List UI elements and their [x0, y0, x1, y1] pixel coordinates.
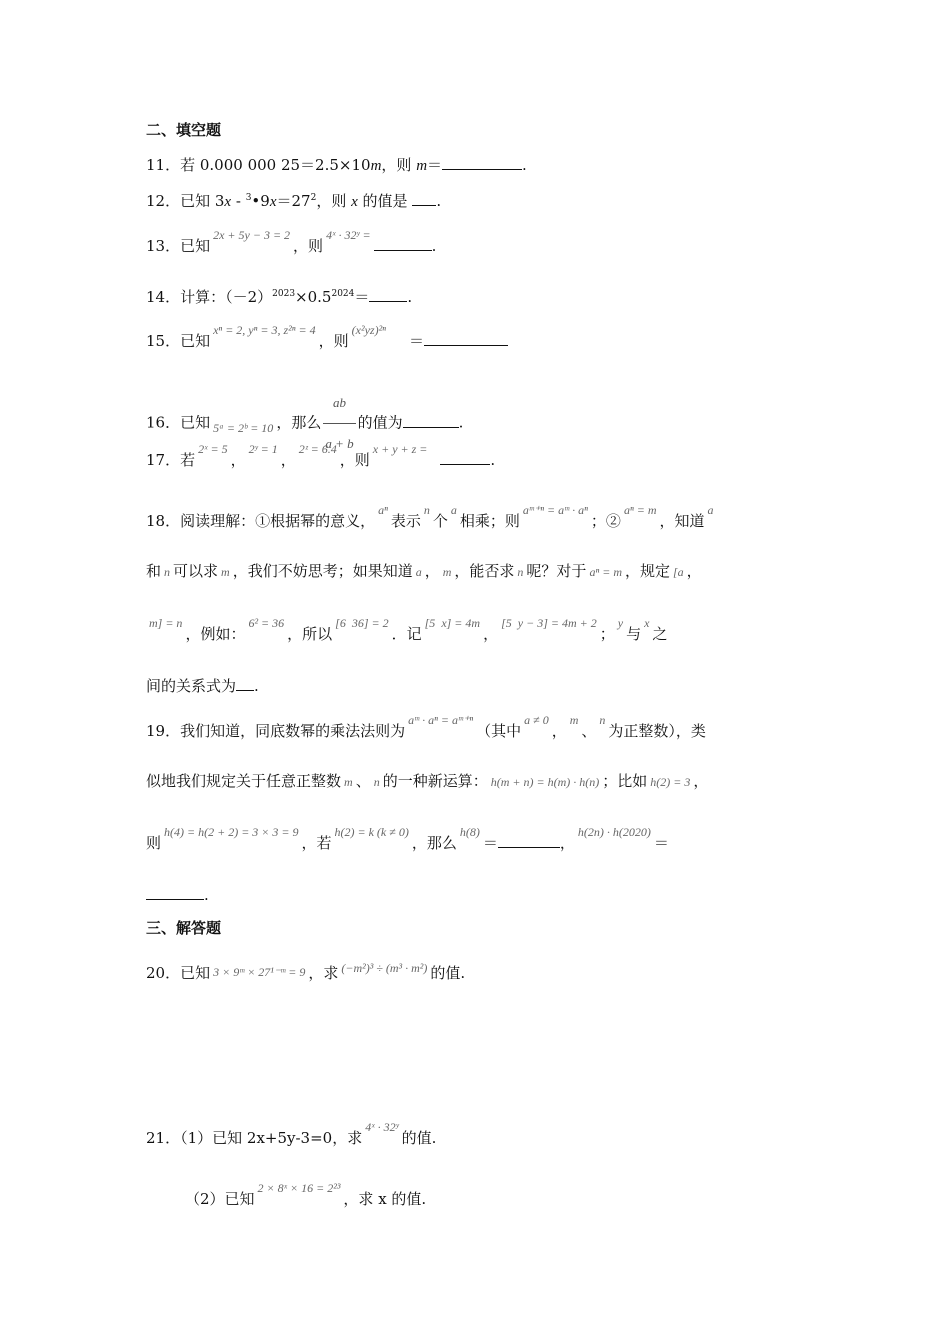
text-fragment: ，求 x 的值.	[343, 1190, 427, 1208]
text-fragment: ，所以	[287, 625, 333, 643]
question-19-line4	[146, 885, 209, 905]
math-formula: 2ᶻ = 6.4	[298, 442, 337, 456]
math-formula: aᵐ · aⁿ = aᵐ⁺ⁿ	[408, 713, 474, 727]
math-formula: m] = n	[149, 616, 183, 630]
math-formula: (x²yz)²ⁿ	[351, 323, 386, 337]
math-formula: aⁿ	[378, 503, 388, 517]
text-fragment: 的一种新运算：	[382, 772, 488, 790]
section-title-fill-blank: 二、填空题	[146, 121, 222, 139]
text-fragment: ，则	[381, 156, 417, 174]
text-fragment: 17．若	[146, 451, 196, 469]
question-12: 12．已知 $3x - ^3•9x=27^2$，则 x 的值是 .	[146, 192, 442, 210]
question-18-line4	[146, 676, 259, 696]
math-formula: h(m + n) = h(m) · h(n)	[490, 775, 600, 789]
question-14: 14．计算：$(-2)^{2023}\times 0.5^{2024}=$ .	[146, 288, 413, 306]
text-fragment: 的值为	[357, 413, 403, 432]
math-formula: y	[617, 616, 624, 630]
text-fragment: 之	[652, 625, 668, 643]
text-fragment: 个	[432, 512, 448, 530]
math-formula: [5	[501, 616, 512, 630]
math-formula: 2 × 8ˣ × 16 = 2²³	[257, 1181, 341, 1195]
text-fragment: .	[436, 192, 442, 210]
text-fragment: 的值.	[430, 964, 466, 982]
math-formula: m	[569, 713, 579, 727]
text-fragment: .	[458, 413, 464, 432]
answer-blank[interactable]	[442, 155, 522, 170]
math-formula: h(4) = h(2 + 2) = 3 × 3 = 9	[164, 825, 299, 839]
text-fragment: ＝	[653, 834, 669, 852]
text-fragment: ，求	[308, 964, 339, 982]
text-fragment: 19．我们知道，同底数幂的乘法法则为	[146, 722, 406, 740]
text-fragment: ，	[280, 451, 296, 469]
answer-blank[interactable]	[498, 833, 560, 848]
text-fragment: ＝27	[276, 192, 311, 210]
text-fragment: 和	[146, 562, 162, 580]
text-fragment: .	[522, 156, 527, 174]
text-fragment: （2）已知	[185, 1190, 255, 1208]
text-fragment: .	[431, 237, 437, 255]
math-formula: [6	[335, 616, 346, 630]
text-fragment: .	[407, 288, 413, 306]
text-fragment: 12．已知 3	[146, 192, 225, 210]
text-fragment: x	[224, 194, 232, 210]
text-fragment: ，能否求	[454, 562, 515, 580]
math-formula: n	[423, 503, 430, 517]
text-fragment: ；	[599, 625, 615, 643]
text-fragment: 21．（1）已知 2x+5y-3=0，求	[146, 1129, 363, 1147]
answer-blank[interactable]	[374, 236, 432, 251]
text-fragment: ，	[483, 625, 499, 643]
q11-text: 11．若 0.000 000 25＝2.5×10	[146, 156, 371, 174]
math-formula: 4ˣ · 32ʸ	[365, 1120, 399, 1134]
math-formula: a	[707, 503, 714, 517]
math-formula: xⁿ = 2, yⁿ = 3, z²ⁿ = 4	[213, 323, 316, 337]
text-fragment: ，例如：	[185, 625, 246, 643]
math-formula: 2ʸ = 1	[248, 442, 278, 456]
text-fragment: 则	[146, 834, 162, 852]
math-formula: m	[344, 775, 353, 789]
math-formula: aᵐ⁺ⁿ = aᵐ · aⁿ	[522, 503, 588, 517]
question-15	[146, 323, 508, 352]
text-fragment: （其中	[476, 722, 522, 740]
text-fragment: 的值是	[357, 192, 413, 210]
text-fragment: ，规定	[624, 562, 670, 580]
math-formula: x	[644, 616, 650, 630]
text-fragment: .	[254, 677, 259, 695]
text-fragment: ，我们不妨思考；如果知道	[232, 562, 413, 580]
math-formula: 5ᵃ = 2ᵇ = 10	[213, 420, 274, 435]
text-fragment: ，若	[301, 834, 332, 852]
text-fragment: 可以求	[173, 562, 219, 580]
math-formula: aⁿ = m	[589, 565, 622, 579]
math-formula: 4ˣ · 32ʸ =	[326, 228, 371, 242]
math-formula: 3 × 9ᵐ × 27¹⁻ᵐ = 9	[213, 965, 306, 979]
math-formula: [5	[424, 616, 436, 630]
math-formula: (−m²)³ ÷ (m³ · m²)	[341, 961, 428, 975]
text-fragment: 18．阅读理解：①根据幂的意义，	[146, 512, 376, 530]
math-formula: a	[415, 565, 422, 579]
text-fragment: ＝	[408, 332, 424, 350]
text-fragment: ，	[693, 772, 709, 790]
text-fragment: x	[269, 194, 277, 210]
math-formula: aⁿ = m	[623, 503, 657, 517]
question-19-line2	[146, 771, 708, 792]
math-formula: 6² = 36	[248, 616, 285, 630]
math-formula: h(2) = 3	[650, 775, 691, 789]
math-formula: n	[599, 713, 606, 727]
answer-blank[interactable]	[440, 450, 490, 465]
text-fragment: m	[370, 158, 382, 174]
text-fragment: x	[351, 194, 358, 210]
answer-blank[interactable]	[236, 676, 254, 691]
text-fragment: ＝	[482, 834, 498, 852]
answer-blank[interactable]	[424, 331, 508, 346]
section-title-solve: 三、解答题	[146, 919, 222, 937]
text-fragment: ，那么	[276, 413, 322, 432]
text-fragment: ，知道	[659, 512, 705, 530]
math-formula: n	[164, 565, 171, 579]
answer-blank[interactable]	[369, 287, 407, 302]
math-formula: h(2n) · h(2020)	[577, 825, 651, 839]
math-formula: 2ˣ = 5	[198, 442, 228, 456]
text-fragment: 、	[355, 772, 371, 790]
answer-blank[interactable]	[146, 885, 204, 900]
question-18-line3	[146, 616, 668, 645]
text-fragment: 14．计算：（－2）	[146, 288, 273, 306]
text-fragment: ab	[323, 383, 355, 424]
text-fragment: 为正整数），类	[608, 722, 706, 740]
text-fragment: 似地我们规定关于任意正整数	[146, 772, 342, 790]
text-fragment: ，那么	[411, 834, 457, 852]
text-fragment: ，	[686, 562, 702, 580]
math-formula: h(2) = k (k ≠ 0)	[334, 825, 409, 839]
math-formula: n	[373, 775, 380, 789]
text-fragment: 相乘；则	[459, 512, 520, 530]
text-fragment: ，	[424, 562, 440, 580]
text-fragment: ，	[559, 834, 575, 852]
text-fragment: ；②	[590, 512, 621, 530]
question-11	[146, 155, 527, 176]
math-formula: [a	[673, 565, 684, 579]
math-formula: n	[517, 565, 524, 579]
math-formula: m	[221, 565, 230, 579]
text-fragment: 15．已知	[146, 332, 211, 350]
math-formula: m	[442, 565, 452, 579]
text-fragment: 与	[626, 625, 642, 643]
text-fragment: ，则	[339, 451, 370, 469]
math-formula: h(8)	[459, 825, 480, 839]
question-20	[146, 963, 465, 984]
text-fragment: 呢？对于	[526, 562, 587, 580]
math-formula: 2x + 5y − 3 = 2	[213, 228, 291, 242]
text-fragment: 16．已知	[146, 413, 211, 432]
answer-blank[interactable]	[403, 413, 459, 428]
math-formula: y − 3] = 4m + 2	[517, 616, 597, 630]
math-formula: a ≠ 0	[524, 713, 549, 727]
text-fragment: .	[204, 886, 209, 904]
text-fragment: ×0.5	[295, 288, 332, 306]
text-fragment: ，则	[293, 237, 324, 255]
text-fragment: ，则	[318, 332, 349, 350]
text-fragment: •9	[251, 192, 270, 210]
text-fragment: ＝	[427, 156, 443, 174]
text-fragment: 表示	[390, 512, 421, 530]
answer-blank[interactable]	[412, 191, 436, 206]
text-fragment: 、	[581, 722, 597, 740]
text-fragment: a + b	[325, 436, 354, 451]
text-fragment: -	[231, 192, 246, 210]
text-fragment: .	[490, 451, 496, 469]
text-fragment: 13．已知	[146, 237, 211, 255]
text-fragment: 的值.	[401, 1129, 437, 1147]
math-formula: 36] = 2	[351, 616, 389, 630]
question-18-line2	[146, 561, 702, 582]
text-fragment: m	[416, 158, 428, 174]
math-formula: a	[450, 503, 457, 517]
text-fragment: 20．已知	[146, 964, 211, 982]
text-fragment: ＝	[354, 288, 370, 306]
math-formula: x + y + z =	[372, 442, 428, 456]
text-fragment: ，则	[316, 192, 352, 210]
text-fragment: ．记	[391, 625, 422, 643]
math-formula: x] = 4m	[441, 616, 481, 630]
text-fragment: ；比如	[602, 772, 648, 790]
text-fragment: ，	[551, 722, 567, 740]
text-fragment: ，	[230, 451, 246, 469]
text-fragment: 间的关系式为	[146, 677, 237, 695]
